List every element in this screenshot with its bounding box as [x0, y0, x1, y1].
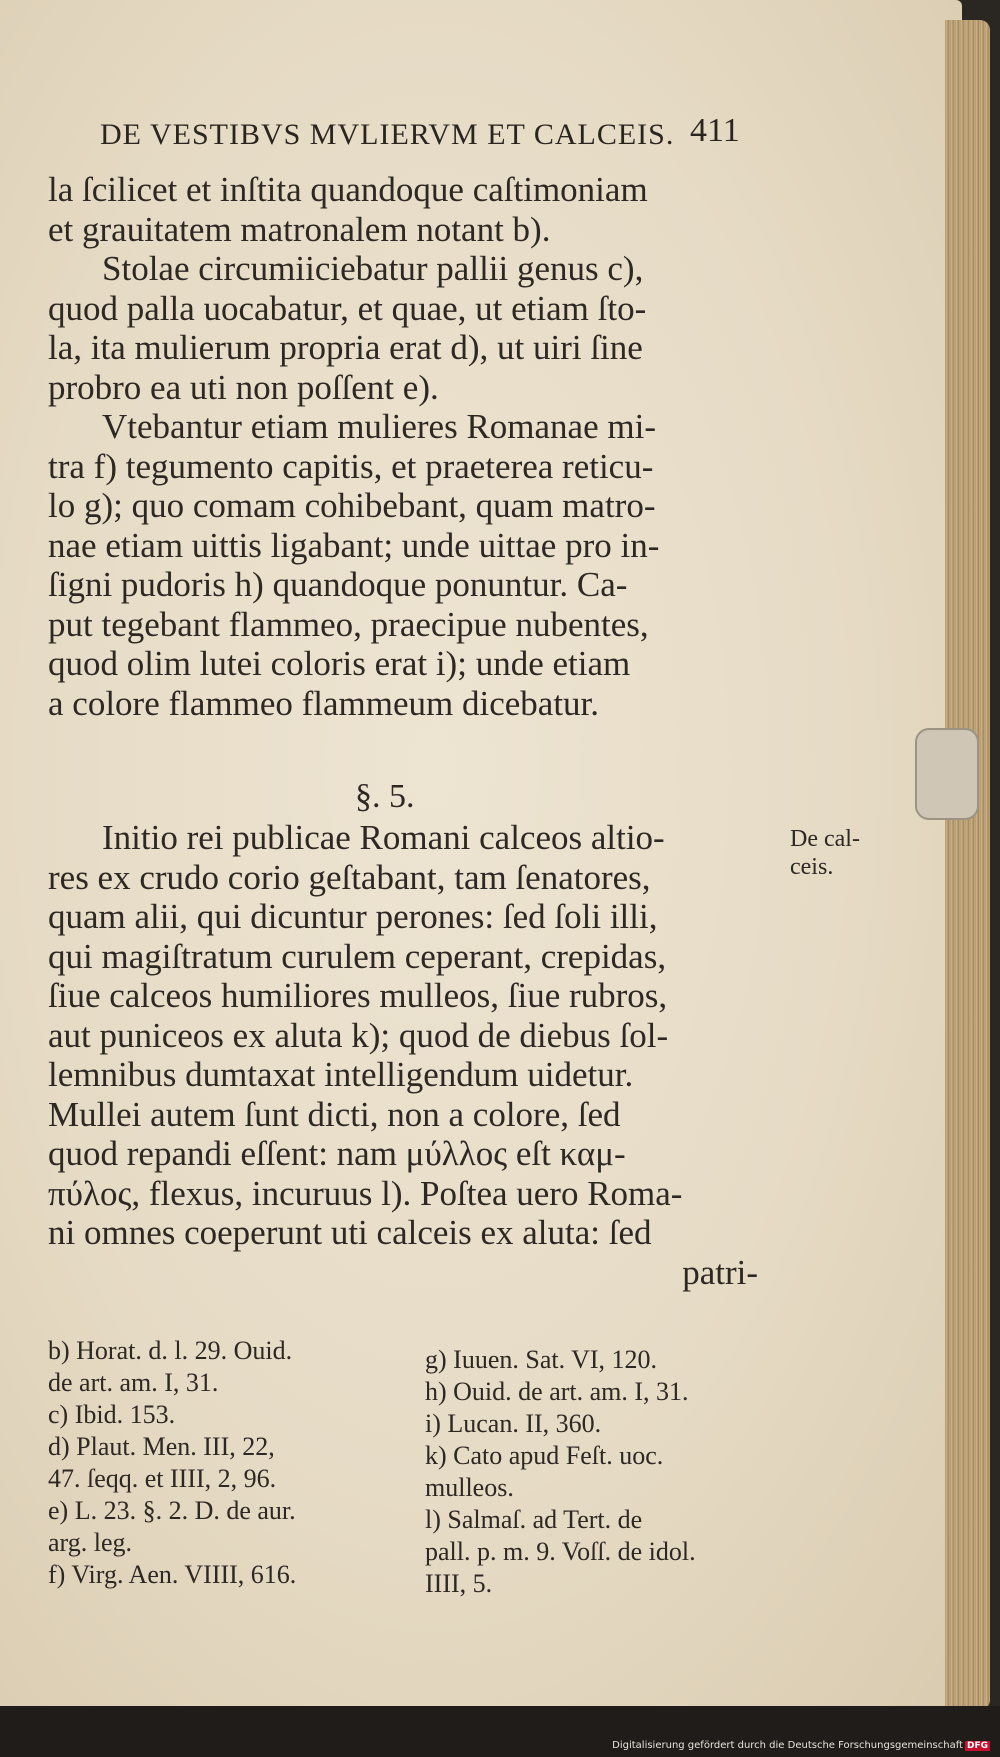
footnote-line: k) Cato apud Feſt. uoc.: [425, 1441, 664, 1470]
digitization-credit: [612, 1740, 990, 1751]
footnote-line: d) Plaut. Men. III, 22,: [48, 1432, 275, 1461]
text-line: tra f) tegumento capitis, et praeterea reticu-: [48, 446, 654, 486]
footnote-line: i) Lucan. II, 360.: [425, 1409, 602, 1438]
footnotes-left: [48, 1335, 408, 1591]
text-line: quod palla uocabatur, et quae, ut etiam ſto-: [48, 288, 647, 328]
margin-note-line: ceis.: [790, 854, 834, 880]
text-line: πύλος, flexus, incuruus l). Poſtea uero Roma-: [48, 1173, 683, 1213]
footnote-line: e) L. 23. §. 2. D. de aur.: [48, 1496, 296, 1525]
text-line: put tegebant flammeo, praecipue nubentes,: [48, 604, 649, 644]
footnote-line: mulleos.: [425, 1473, 514, 1502]
page-edges: [945, 20, 990, 1710]
footnote-line: arg. leg.: [48, 1528, 132, 1557]
text-line: quod repandi eſſent: nam μύλλος eſt καμ-: [48, 1134, 626, 1173]
text-line: qui magiſtratum curulem ceperant, crepidas,: [48, 936, 667, 976]
footnote-line: b) Horat. d. l. 29. Ouid.: [48, 1336, 293, 1365]
footnote-line: f) Virg. Aen. VIIII, 616.: [48, 1560, 297, 1589]
section-heading: §. 5.: [355, 778, 415, 815]
text-line: Vtebantur etiam mulieres Romanae mi-: [102, 407, 656, 446]
bookmark-tab: [915, 728, 979, 820]
text-line: aut puniceos ex aluta k); quod de diebus ſol-: [48, 1015, 669, 1055]
page-number: 411: [690, 112, 740, 149]
footnote-line: de art. am. I, 31.: [48, 1368, 219, 1397]
footnote-line: IIII, 5.: [425, 1569, 493, 1598]
footnote-line: pall. p. m. 9. Voſſ. de idol.: [425, 1537, 696, 1566]
credit-text: Digitalisierung gefördert durch die Deutsche Forschungsgemeinschaft: [612, 1740, 963, 1751]
margin-note: [790, 825, 860, 881]
footnote-line: 47. ſeqq. et IIII, 2, 96.: [48, 1464, 277, 1493]
text-line: la ſcilicet et inſtita quandoque caſtimoniam: [48, 170, 648, 209]
margin-note-line: De cal-: [790, 826, 860, 852]
footnote-line: l) Salmaſ. ad Tert. de: [425, 1505, 643, 1534]
text-line: Initio rei publicae Romani calceos altio-: [102, 818, 665, 857]
text-line: Stolae circumiiciebatur pallii genus c),: [102, 249, 644, 288]
footnote-line: h) Ouid. de art. am. I, 31.: [425, 1377, 689, 1406]
dfg-logo: DFG: [966, 1741, 988, 1751]
text-line: et grauitatem matronalem notant b).: [48, 209, 551, 249]
main-text-upper: [48, 170, 758, 723]
catchword: patri-: [682, 1252, 758, 1292]
footnote-line: g) Iuuen. Sat. VI, 120.: [425, 1345, 658, 1374]
main-text-lower: [48, 818, 758, 1292]
text-line: nae etiam uittis ligabant; unde uittae pro in-: [48, 525, 660, 565]
running-title: DE VESTIBVS MVLIERVM ET CALCEIS.: [100, 118, 675, 151]
text-line: ſigni pudoris h) quandoque ponuntur. Ca-: [48, 565, 628, 604]
text-line: a colore flammeo flammeum dicebatur.: [48, 683, 600, 723]
text-line: res ex crudo corio geſtabant, tam ſenatores,: [48, 857, 651, 897]
text-line: probro ea uti non poſſent e).: [48, 367, 439, 407]
text-line: la, ita mulierum propria erat d), ut uiri ſine: [48, 328, 643, 367]
text-line: ſiue calceos humiliores mulleos, ſiue rubros,: [48, 976, 668, 1015]
text-line: Mullei autem ſunt dicti, non a colore, ſed: [48, 1094, 621, 1134]
text-line: lemnibus dumtaxat intelligendum uidetur.: [48, 1055, 634, 1094]
text-line: lo g); quo comam cohibebant, quam matro-: [48, 486, 656, 525]
text-line: quod olim lutei coloris erat i); unde etiam: [48, 644, 631, 683]
text-line: quam alii, qui dicuntur perones: ſed ſoli illi,: [48, 897, 658, 936]
footnote-line: c) Ibid. 153.: [48, 1400, 176, 1429]
footnotes-right: [425, 1344, 785, 1600]
text-line: ni omnes coeperunt uti calceis ex aluta: ſed: [48, 1213, 652, 1252]
